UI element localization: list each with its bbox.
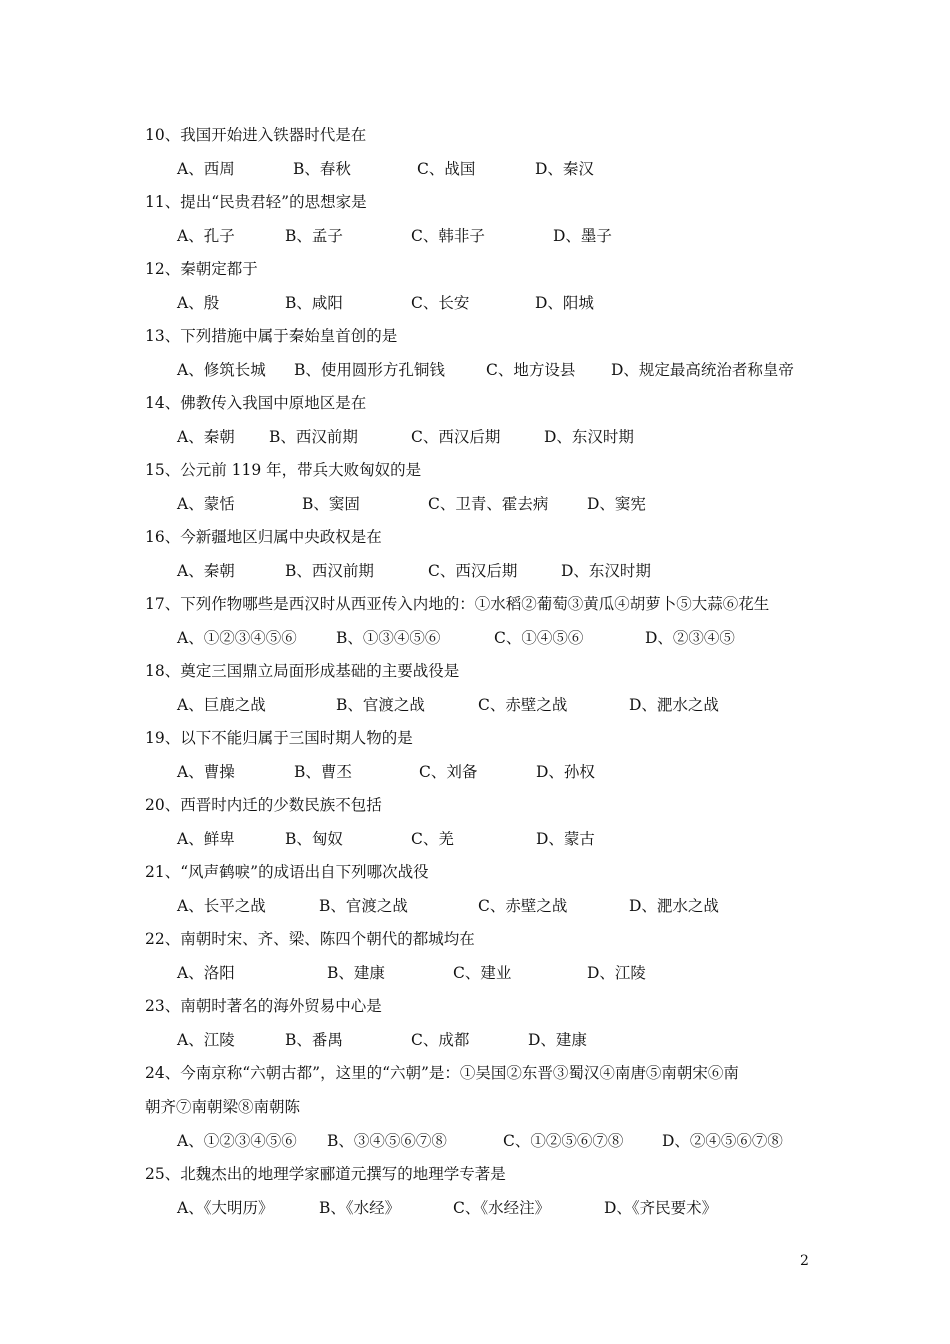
- option-a: A、鲜卑: [177, 830, 235, 848]
- option-c: C、《水经注》: [453, 1199, 551, 1217]
- option-d: D、东汉时期: [561, 562, 651, 580]
- option-a: A、殷: [177, 294, 220, 312]
- option-c: C、赤壁之战: [478, 897, 568, 915]
- option-c: C、建业: [453, 964, 512, 982]
- option-d: D、②③④⑤: [645, 629, 735, 647]
- option-b: B、官渡之战: [336, 696, 425, 714]
- option-b: B、孟子: [285, 227, 343, 245]
- question-24-stem: 24、今南京称“六朝古都”，这里的“六朝”是：①吴国②东晋③蜀汉④南唐⑤南朝宋⑥南: [145, 1064, 739, 1082]
- option-c: C、成都: [411, 1031, 470, 1049]
- question-16-stem: 16、今新疆地区归属中央政权是在: [145, 528, 382, 546]
- question-17-stem: 17、下列作物哪些是西汉时从西亚传入内地的：①水稻②葡萄③黄瓜④胡萝卜⑤大蒜⑥花生: [145, 595, 770, 613]
- question-12-stem: 12、秦朝定都于: [145, 260, 258, 278]
- question-14-stem: 14、佛教传入我国中原地区是在: [145, 394, 367, 412]
- option-b: B、匈奴: [285, 830, 343, 848]
- option-d: D、淝水之战: [629, 696, 719, 714]
- question-24-stem-continuation: 朝齐⑦南朝梁⑧南朝陈: [145, 1098, 301, 1116]
- option-d: D、蒙古: [536, 830, 595, 848]
- option-d: D、东汉时期: [544, 428, 634, 446]
- question-15-stem: 15、公元前 119 年，带兵大败匈奴的是: [145, 461, 422, 479]
- option-c: C、羌: [411, 830, 454, 848]
- option-c: C、刘备: [419, 763, 478, 781]
- option-b: B、《水经》: [319, 1199, 401, 1217]
- option-b: B、春秋: [293, 160, 351, 178]
- option-b: B、西汉前期: [285, 562, 374, 580]
- option-c: C、西汉后期: [428, 562, 518, 580]
- question-25-stem: 25、北魏杰出的地理学家郦道元撰写的地理学专著是: [145, 1165, 506, 1183]
- option-d: D、阳城: [535, 294, 594, 312]
- option-d: D、墨子: [553, 227, 612, 245]
- option-b: B、①③④⑤⑥: [336, 629, 441, 647]
- option-c: C、卫青、霍去病: [428, 495, 549, 513]
- question-23-stem: 23、南朝时著名的海外贸易中心是: [145, 997, 382, 1015]
- option-c: C、赤壁之战: [478, 696, 568, 714]
- option-b: B、咸阳: [285, 294, 343, 312]
- option-b: B、使用圆形方孔铜钱: [294, 361, 445, 379]
- option-c: C、韩非子: [411, 227, 485, 245]
- option-a: A、蒙恬: [177, 495, 235, 513]
- option-d: D、秦汉: [535, 160, 594, 178]
- option-d: D、建康: [528, 1031, 587, 1049]
- option-c: C、长安: [411, 294, 470, 312]
- option-b: B、窦固: [302, 495, 360, 513]
- option-a: A、洛阳: [177, 964, 235, 982]
- option-d: D、②④⑤⑥⑦⑧: [662, 1132, 783, 1150]
- option-a: A、长平之战: [177, 897, 266, 915]
- question-18-stem: 18、奠定三国鼎立局面形成基础的主要战役是: [145, 662, 460, 680]
- option-a: A、①②③④⑤⑥: [177, 1132, 297, 1150]
- option-b: B、③④⑤⑥⑦⑧: [327, 1132, 447, 1150]
- option-d: D、规定最高统治者称皇帝: [611, 361, 794, 379]
- option-a: A、秦朝: [177, 428, 235, 446]
- option-d: D、淝水之战: [629, 897, 719, 915]
- option-c: C、地方设县: [486, 361, 576, 379]
- option-a: A、《大明历》: [177, 1199, 274, 1217]
- option-b: B、西汉前期: [269, 428, 358, 446]
- question-20-stem: 20、西晋时内迁的少数民族不包括: [145, 796, 382, 814]
- option-a: A、秦朝: [177, 562, 235, 580]
- question-19-stem: 19、以下不能归属于三国时期人物的是: [145, 729, 413, 747]
- option-a: A、江陵: [177, 1031, 235, 1049]
- option-d: D、江陵: [587, 964, 646, 982]
- option-a: A、巨鹿之战: [177, 696, 266, 714]
- option-c: C、战国: [417, 160, 476, 178]
- option-d: D、孙权: [536, 763, 595, 781]
- option-d: D、窦宪: [587, 495, 646, 513]
- option-a: A、修筑长城: [177, 361, 266, 379]
- option-b: B、官渡之战: [319, 897, 408, 915]
- question-13-stem: 13、下列措施中属于秦始皇首创的是: [145, 327, 398, 345]
- question-22-stem: 22、南朝时宋、齐、梁、陈四个朝代的都城均在: [145, 930, 475, 948]
- question-21-stem: 21、“风声鹤唳”的成语出自下列哪次战役: [145, 863, 429, 881]
- question-11-stem: 11、提出“民贵君轻”的思想家是: [145, 193, 367, 211]
- option-a: A、曹操: [177, 763, 235, 781]
- option-a: A、孔子: [177, 227, 235, 245]
- option-c: C、①②⑤⑥⑦⑧: [503, 1132, 624, 1150]
- option-a: A、①②③④⑤⑥: [177, 629, 297, 647]
- page-number: 2: [800, 1253, 809, 1269]
- option-c: C、西汉后期: [411, 428, 501, 446]
- option-b: B、曹丕: [294, 763, 352, 781]
- option-d: D、《齐民要术》: [604, 1199, 718, 1217]
- option-b: B、建康: [327, 964, 385, 982]
- option-b: B、番禺: [285, 1031, 343, 1049]
- option-a: A、西周: [177, 160, 235, 178]
- option-c: C、①④⑤⑥: [494, 629, 584, 647]
- question-10-stem: 10、我国开始进入铁器时代是在: [145, 126, 367, 144]
